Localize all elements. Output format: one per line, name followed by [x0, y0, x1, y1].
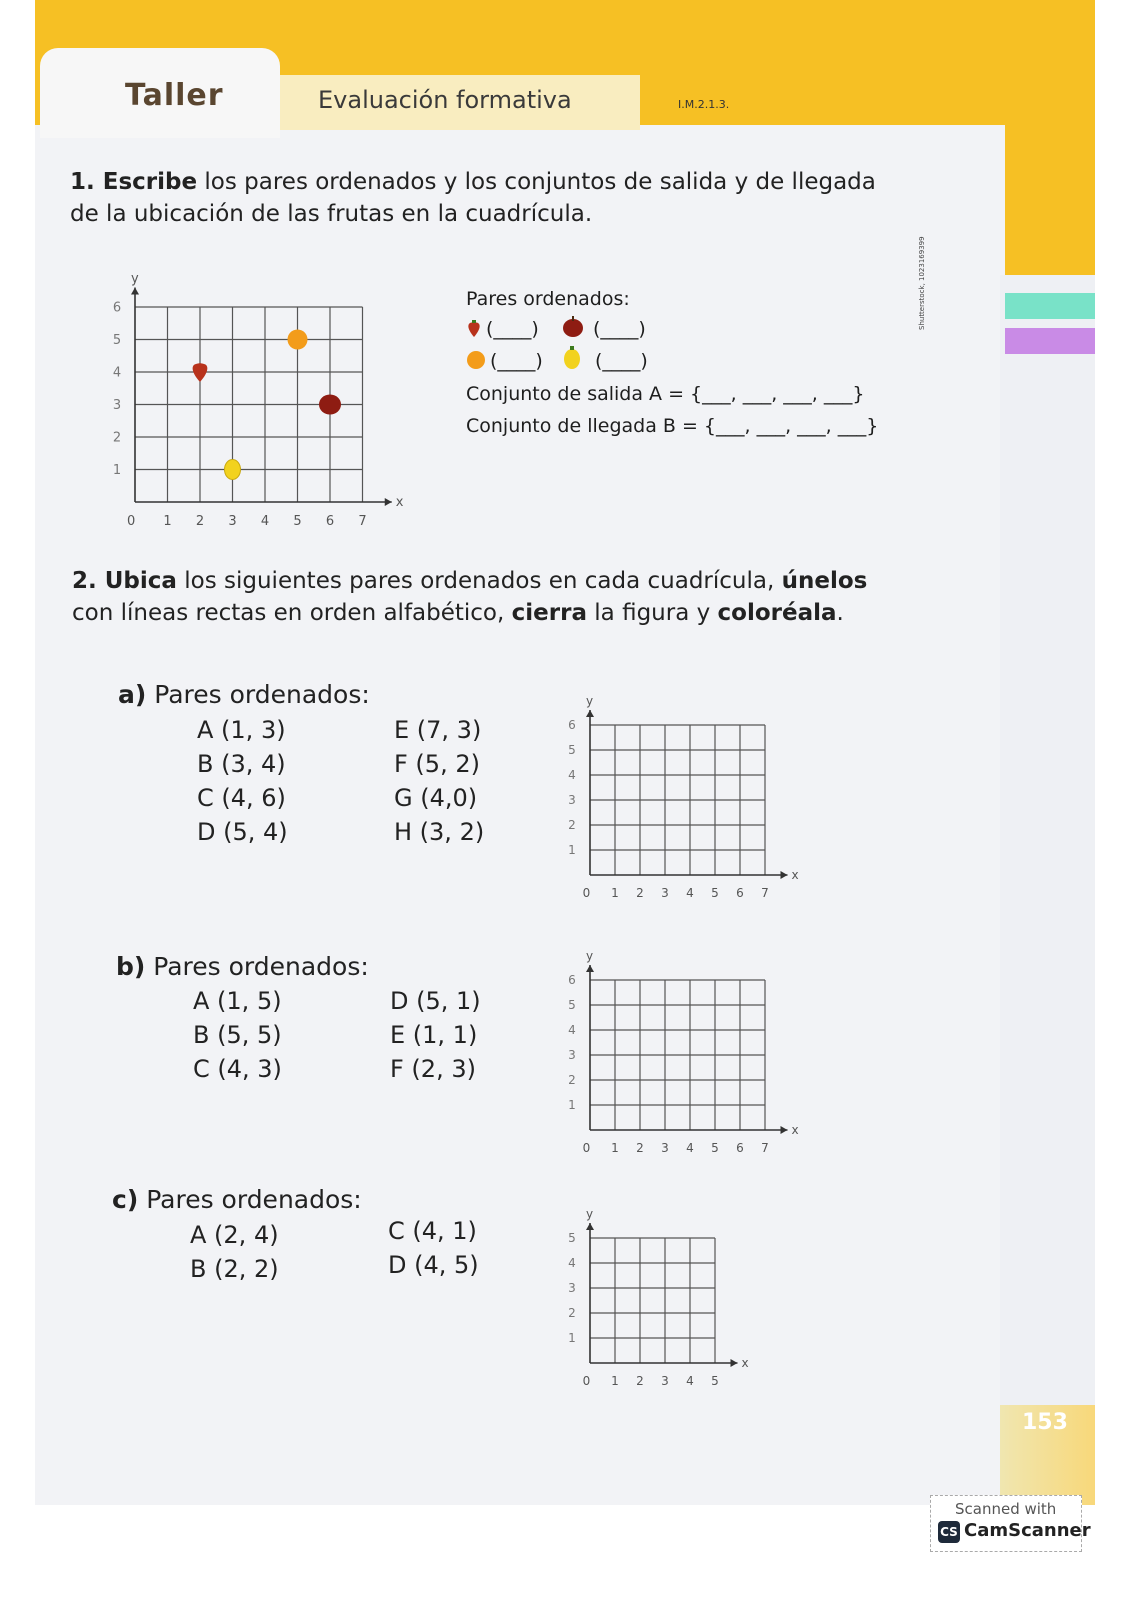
y-tick-label: 3 [568, 793, 576, 808]
color-swatch-teal [1005, 293, 1095, 319]
conjunto-llegada: Conjunto de llegada B = {___, ___, ___, ___} [466, 415, 879, 437]
y-axis-label: y [131, 271, 139, 287]
question-2 [72, 565, 902, 629]
y-tick-label: 5 [112, 333, 122, 349]
x-tick-label: 2 [636, 1374, 644, 1388]
question-number: 1. [70, 169, 95, 195]
pair-item: G (4,0) [394, 784, 478, 812]
pairs-col-2 [388, 1214, 479, 1282]
pair-item: A (1, 5) [193, 987, 282, 1015]
x-arrow-icon [731, 1359, 738, 1367]
y-tick-label: 3 [568, 1048, 576, 1063]
scan-brand: CamScanner [964, 1520, 1091, 1541]
pair-item: A (1, 3) [197, 716, 286, 744]
strawberry-icon [193, 363, 208, 382]
x-tick-label: 4 [686, 1141, 694, 1155]
blank-pair: (____) [486, 318, 539, 340]
pair-item: F (2, 3) [390, 1055, 476, 1083]
x-axis-label: x [395, 495, 404, 510]
pair-item: E (1, 1) [390, 1021, 478, 1049]
part-b-heading [116, 952, 369, 981]
x-tick-label: 5 [711, 1374, 719, 1388]
question-1 [70, 166, 900, 230]
x-tick-label: 4 [260, 514, 270, 529]
x-tick-label: 1 [611, 1141, 619, 1155]
y-tick-label: 1 [112, 463, 122, 479]
orange-icon [288, 330, 308, 350]
question-verb: Escribe [102, 169, 198, 195]
question-number: 2. [72, 568, 97, 594]
blank-pair: (____) [595, 350, 648, 372]
y-tick-label: 4 [568, 1023, 576, 1038]
blank-pair: (____) [490, 350, 543, 372]
tab-taller-label: Taller [125, 78, 224, 113]
y-tick-label: 5 [568, 743, 576, 758]
x-axis-label: x [791, 1123, 799, 1137]
image-credit: Shutterstock, 1023169399 [918, 236, 926, 330]
pairs-col-1 [197, 713, 288, 849]
text-part: los siguientes pares ordenados en cada cuadrícula, [176, 568, 782, 594]
y-arrow-icon [131, 288, 139, 295]
text-part: con líneas rectas en orden alfabético, [72, 600, 512, 626]
part-letter: c) [112, 1185, 139, 1214]
x-tick-label: 0 [582, 1374, 591, 1388]
x-tick-label: 3 [661, 1141, 669, 1155]
x-tick-label: 1 [163, 514, 172, 529]
pair-item: C (4, 6) [197, 784, 286, 812]
y-tick-label: 2 [568, 1306, 576, 1321]
y-arrow-icon [586, 965, 594, 972]
tab-evaluacion-label: Evaluación formativa [318, 86, 572, 114]
orange-icon [466, 350, 486, 370]
x-tick-label: 6 [736, 886, 744, 900]
pair-item: D (5, 1) [390, 987, 481, 1015]
part-letter: a) [118, 680, 147, 709]
x-tick-label: 7 [761, 886, 769, 900]
y-axis-label: y [586, 1207, 594, 1221]
part-c-heading [112, 1185, 362, 1214]
apple-icon [319, 395, 341, 415]
y-tick-label: 6 [568, 973, 576, 988]
y-tick-label: 2 [112, 430, 122, 446]
conjunto-salida: Conjunto de salida A = {___, ___, ___, ___} [466, 383, 865, 405]
y-tick-label: 5 [568, 1231, 576, 1246]
x-tick-label: 6 [736, 1141, 744, 1155]
x-axis-label: x [791, 868, 799, 882]
x-tick-label: 1 [611, 886, 619, 900]
x-tick-label: 4 [686, 1374, 694, 1388]
part-letter: b) [116, 952, 146, 981]
pairs-col-2 [390, 984, 481, 1086]
part-a-heading [118, 680, 370, 709]
x-tick-label: 5 [293, 514, 302, 529]
pair-item: B (2, 2) [190, 1255, 279, 1283]
x-tick-label: 4 [686, 886, 694, 900]
pair-item: C (4, 3) [193, 1055, 282, 1083]
y-tick-label: 4 [568, 768, 576, 783]
page-number: 153 [1022, 1410, 1068, 1435]
pair-item: A (2, 4) [190, 1221, 279, 1249]
x-tick-label: 7 [761, 1141, 769, 1155]
empty-grid-a [560, 675, 810, 915]
y-tick-label: 1 [568, 1098, 576, 1113]
pair-item: B (5, 5) [193, 1021, 282, 1049]
answers-title: Pares ordenados: [466, 288, 630, 310]
x-tick-label: 3 [228, 514, 237, 529]
header-band-right [1000, 0, 1095, 275]
x-tick-label: 0 [582, 1141, 591, 1155]
pair-item: F (5, 2) [394, 750, 480, 778]
pair-item: D (5, 4) [197, 818, 288, 846]
strawberry-icon [466, 320, 482, 338]
text-part: la figura y [586, 600, 718, 626]
verb-colorea: coloréala [717, 600, 837, 626]
curriculum-code: I.M.2.1.3. [678, 98, 730, 111]
x-tick-label: 6 [325, 514, 335, 529]
apple-icon [562, 316, 584, 338]
x-tick-label: 7 [358, 514, 367, 529]
x-tick-label: 1 [611, 1374, 619, 1388]
x-tick-label: 3 [661, 1374, 669, 1388]
pair-item: E (7, 3) [394, 716, 482, 744]
lemon-icon [563, 346, 581, 370]
part-title: Pares ordenados: [154, 680, 370, 709]
camscanner-logo-icon: CS [938, 1521, 960, 1543]
lemon-icon [225, 460, 241, 480]
empty-grid-b [560, 925, 810, 1165]
x-axis-label: x [741, 1356, 749, 1370]
scan-text: Scanned with [955, 1500, 1057, 1518]
x-tick-label: 2 [195, 514, 205, 529]
text-part: . [836, 600, 844, 626]
x-tick-label: 5 [711, 886, 719, 900]
pair-item: D (4, 5) [388, 1251, 479, 1279]
pairs-col-1 [193, 984, 282, 1086]
page-margin [1000, 275, 1095, 1505]
y-tick-label: 1 [568, 1331, 576, 1346]
y-tick-label: 4 [112, 365, 122, 381]
part-title: Pares ordenados: [153, 952, 369, 981]
y-tick-label: 3 [568, 1281, 576, 1296]
part-title: Pares ordenados: [146, 1185, 362, 1214]
y-tick-label: 5 [568, 998, 576, 1013]
x-arrow-icon [385, 498, 392, 506]
fruit-grid [95, 240, 425, 540]
y-tick-label: 2 [568, 818, 576, 833]
y-arrow-icon [586, 1223, 594, 1230]
x-tick-label: 0 [126, 514, 136, 529]
y-tick-label: 6 [112, 300, 122, 316]
x-tick-label: 3 [661, 886, 669, 900]
y-arrow-icon [586, 710, 594, 717]
x-arrow-icon [781, 1126, 788, 1134]
y-tick-label: 4 [568, 1256, 576, 1271]
x-tick-label: 0 [582, 886, 591, 900]
blank-pair: (____) [593, 318, 646, 340]
color-swatch-violet [1005, 328, 1095, 354]
verb-cierra: cierra [511, 600, 587, 626]
x-tick-label: 2 [636, 886, 644, 900]
empty-grid-c [560, 1185, 790, 1400]
pair-item: B (3, 4) [197, 750, 286, 778]
pairs-col-2 [394, 713, 484, 849]
y-tick-label: 3 [112, 398, 122, 414]
question-text: los pares ordenados y los conjuntos de salida y de llegada de la ubicación de las frutas en la cuadrícula. [70, 169, 876, 227]
x-arrow-icon [781, 871, 788, 879]
x-tick-label: 2 [636, 1141, 644, 1155]
y-tick-label: 2 [568, 1073, 576, 1088]
pair-item: C (4, 1) [388, 1217, 477, 1245]
y-tick-label: 1 [568, 843, 576, 858]
x-tick-label: 5 [711, 1141, 719, 1155]
verb-ubica: Ubica [104, 568, 177, 594]
verb-unelos: únelos [781, 568, 868, 594]
y-tick-label: 6 [568, 718, 576, 733]
y-axis-label: y [586, 694, 594, 708]
pairs-col-1 [190, 1218, 279, 1286]
pair-item: H (3, 2) [394, 818, 485, 846]
y-axis-label: y [586, 949, 594, 963]
